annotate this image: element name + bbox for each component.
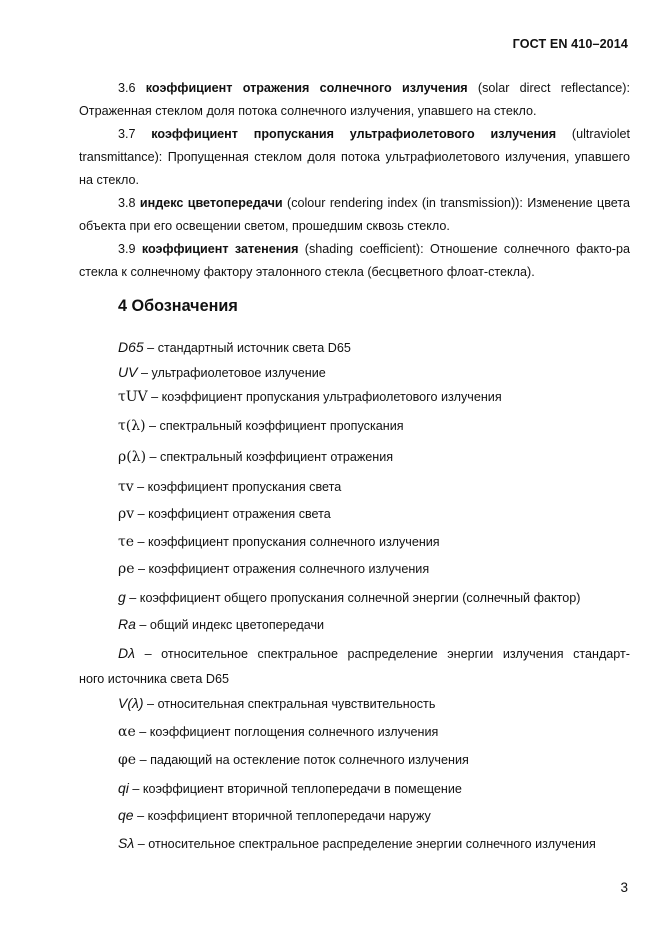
symbol-desc: – относительная спектральная чувствительность (143, 697, 436, 711)
symbol-row (118, 693, 435, 714)
symbol: g (118, 589, 126, 605)
symbol-row (118, 833, 596, 854)
symbol-row (118, 559, 429, 579)
definition-3-7: 3.7 коэффициент пропускания ультрафиолетового излучения (ultraviolet transmittance): Пропущенная стеклом доля потока ультрафиолетового излучения, упавшего на стекло. (79, 127, 631, 187)
symbol-row (118, 778, 462, 799)
symbol-row (118, 477, 341, 497)
symbol-row (118, 587, 580, 608)
term: коэффициент затенения (141, 242, 299, 256)
symbol: Dλ (118, 645, 136, 661)
symbol-desc: – ультрафиолетовое излучение (137, 366, 326, 380)
symbol-row (118, 722, 438, 742)
symbol-desc: – коэффициент поглощения солнечного излучения (135, 725, 439, 739)
symbol-desc: – коэффициент отражения света (134, 507, 331, 521)
document-code: ГОСТ EN 410–2014 (512, 37, 628, 51)
symbol-row (118, 532, 440, 552)
symbol: UV (118, 364, 138, 380)
symbol-row (118, 337, 351, 358)
symbol-desc: – спектральный коэффициент пропускания (145, 419, 404, 433)
symbol: ρ(λ) (118, 449, 147, 465)
symbol-desc: – коэффициент пропускания солнечного излучения (134, 535, 440, 549)
definition-text: (shading coefficient): Отношение солнечного факто-ра стекла к солнечному фактору эталонного стекла (бесцветного флоат-стекла). (79, 242, 631, 279)
symbol: τUV (118, 389, 148, 405)
symbol: Ra (118, 616, 136, 632)
symbol-row (118, 362, 326, 383)
term: коэффициент пропускания ультрафиолетового излучения (151, 127, 557, 141)
symbol-desc: – коэффициент пропускания света (133, 480, 342, 494)
symbol: αe (118, 724, 136, 740)
symbol: τv (118, 479, 134, 495)
symbol-desc-continuation: ного источника света D65 (79, 672, 229, 686)
definition-3-6: 3.6 коэффициент отражения солнечного излучения (solar direct reflectance): Отраженная стеклом доля потока солнечного излучения, упавшего на стекло. (79, 81, 630, 118)
symbol-row (118, 416, 404, 436)
symbol-row (118, 504, 331, 524)
symbol-desc: – относительное спектральное распределение энергии солнечного излучения (134, 837, 596, 851)
symbol: τe (118, 534, 135, 550)
symbol-desc: – спектральный коэффициент отражения (146, 450, 394, 464)
symbol-desc: – коэффициент вторичной теплопередачи в помещение (128, 782, 462, 796)
symbol-row (118, 750, 469, 770)
symbol: ρv (118, 506, 135, 522)
symbol-row (118, 643, 630, 664)
symbol-desc: – общий индекс цветопередачи (135, 618, 325, 632)
symbol-row (118, 447, 393, 467)
symbol: φe (118, 752, 137, 768)
symbol: V(λ) (118, 695, 144, 711)
definition-text: (solar direct reflectance): Отраженная стеклом доля потока солнечного излучения, упавшего на стекло. (79, 81, 630, 118)
symbol-desc: – относительное спектральное распределение энергии излучения стандарт- (135, 647, 630, 661)
symbol: qi (118, 780, 129, 796)
symbol-row (118, 614, 324, 635)
symbol-desc: – падающий на остекление поток солнечного излучения (136, 753, 469, 767)
symbol-desc: – коэффициент отражения солнечного излучения (134, 562, 430, 576)
definition-text: (ultraviolet transmittance): Пропущенная стеклом доля потока ультрафиолетового излучения, упавшего на стекло. (79, 127, 631, 187)
symbol-row (118, 387, 502, 407)
symbol: ρe (118, 561, 135, 577)
term: коэффициент отражения солнечного излучения (145, 81, 468, 95)
symbol-desc: – стандартный источник света D65 (143, 341, 351, 355)
symbol: qe (118, 807, 134, 823)
symbol-row (118, 805, 431, 826)
symbol-desc: – коэффициент вторичной теплопередачи наружу (133, 809, 431, 823)
symbol: Sλ (118, 835, 135, 851)
symbol: D65 (118, 339, 144, 355)
page-number: 3 (620, 880, 628, 895)
symbol-desc: – коэффициент общего пропускания солнечной энергии (солнечный фактор) (125, 591, 581, 605)
term: индекс цветопередачи (139, 196, 283, 210)
definition-3-8: 3.8 индекс цветопередачи (colour rendering index (in transmission)): Изменение цвета объекта при его освещении светом, прошедшим сквозь стекло. (79, 196, 630, 233)
definition-3-9: 3.9 коэффициент затенения (shading coefficient): Отношение солнечного факто-ра стекла к солнечному фактору эталонного стекла (бесцветного флоат-стекла). (79, 242, 631, 279)
section-title: 4 Обозначения (118, 297, 238, 315)
symbol-desc: – коэффициент пропускания ультрафиолетового излучения (147, 390, 502, 404)
definition-text: (colour rendering index (in transmission)): Изменение цвета объекта при его освещении светом, прошедшим сквозь стекло. (79, 196, 630, 233)
symbol: τ(λ) (118, 418, 146, 434)
